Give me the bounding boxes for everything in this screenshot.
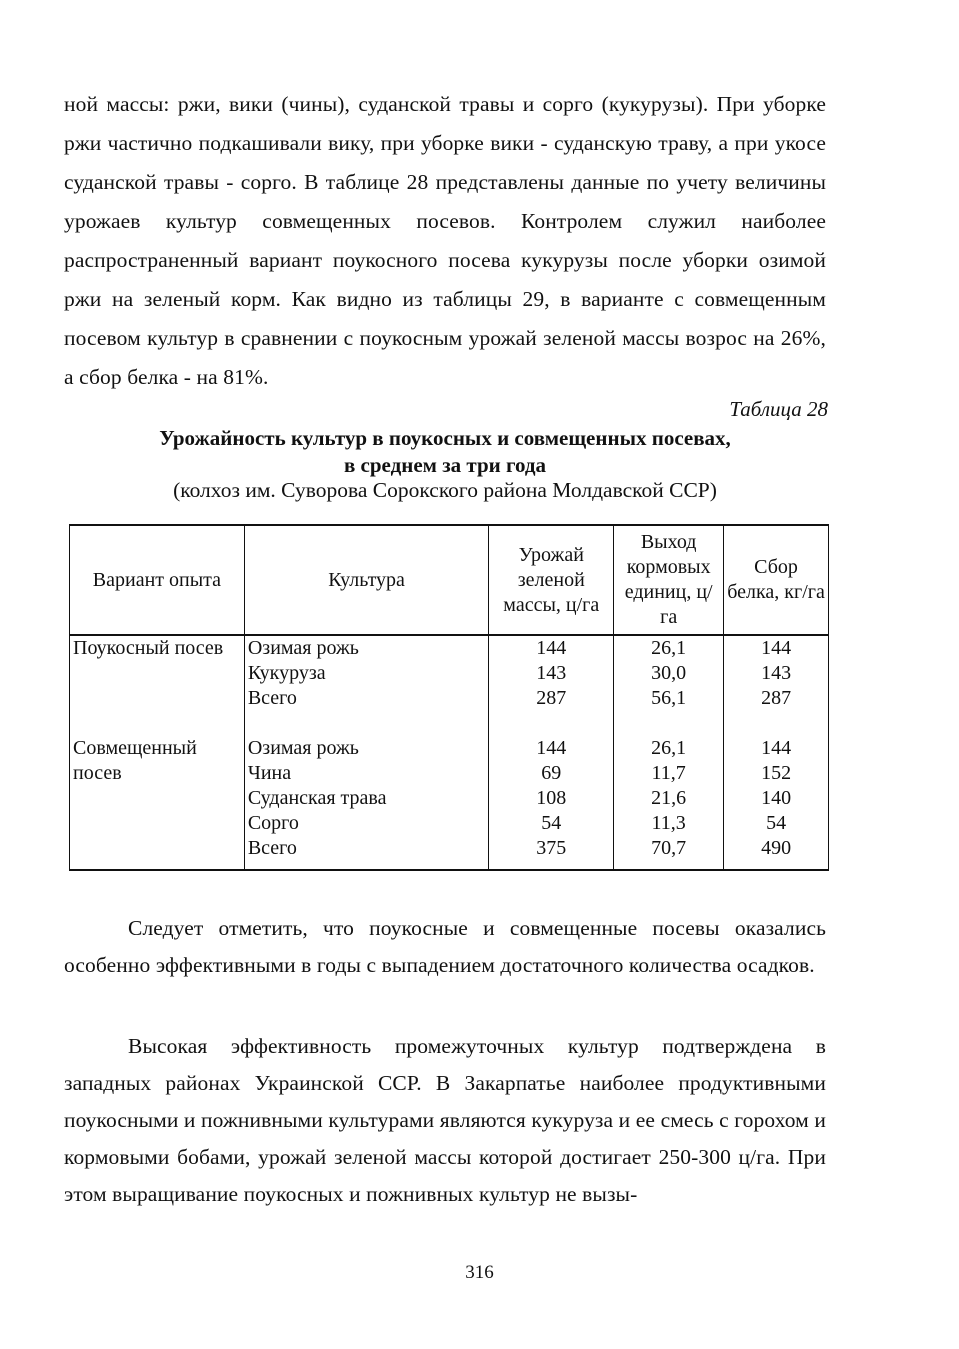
yield-value: 144 [536, 637, 567, 659]
yield-cell [489, 736, 614, 870]
protein-value: 490 [761, 837, 792, 859]
crop-name: Сорго [247, 812, 299, 834]
feed-units-value: 11,3 [651, 812, 686, 834]
table-spacer-row [70, 711, 829, 736]
yield-value: 287 [536, 687, 567, 709]
crop-name: Суданская трава [247, 787, 387, 809]
table-header-row [70, 525, 829, 635]
crop-name: Всего [247, 687, 297, 709]
yield-value: 143 [536, 662, 567, 684]
crop-cell [244, 635, 489, 711]
yield-value: 144 [536, 737, 567, 759]
page-number: 316 [465, 1262, 494, 1283]
protein-cell [724, 635, 829, 711]
yield-cell [489, 635, 614, 711]
protein-value: 287 [761, 687, 792, 709]
crop-name: Озимая рожь [247, 737, 359, 759]
paragraph-top: ной массы: ржи, вики (чины), суданской травы и сорго (кукурузы). При уборке ржи частично подкашивали вику, при уборке вики - суданскую траву, а при укосе суданской травы - сорго. В таблице 28 представлены данные по учету величины урожаев культур совмещенных посевов. Контролем служил наиболее распространенный вариант поукосного посева кукурузы после уборки озимой ржи на зеленый корм. Как видно из таблицы 29, в варианте с совмещенным посевом культур в сравнении с поукосным урожай зеленой массы возрос на 26%, а сбор белка - на 81%. [64, 92, 826, 389]
protein-value: 152 [761, 762, 792, 784]
header-feed-units: Выход кормовых единиц, ц/га [614, 525, 724, 635]
table-group-row [70, 635, 829, 711]
table-label: Таблица 28 [729, 397, 828, 421]
feed-units-value: 56,1 [651, 687, 687, 709]
protein-cell [724, 736, 829, 870]
feed-units-value: 70,7 [651, 837, 687, 859]
header-protein: Сбор белка, кг/га [724, 525, 829, 635]
protein-value: 54 [766, 812, 787, 834]
crop-name: Озимая рожь [247, 637, 359, 659]
protein-value: 144 [761, 637, 792, 659]
paragraph-middle: Следует отметить, что поукосные и совмещенные посевы оказались особенно эффективными в годы с выпадением достаточного количества осадков. [64, 916, 826, 977]
crop-name: Кукуруза [247, 662, 326, 684]
feed-units-cell [614, 736, 724, 870]
feed-units-value: 21,6 [651, 787, 687, 809]
protein-value: 143 [761, 662, 792, 684]
crop-name: Чина [247, 762, 292, 784]
protein-value: 144 [761, 737, 792, 759]
table-subtitle: (колхоз им. Суворова Сорокского района Молдавской ССР) [173, 478, 717, 502]
feed-units-value: 26,1 [651, 737, 687, 759]
header-variant: Вариант опыта [70, 525, 245, 635]
variant-cell: Совмещенный посев [70, 736, 245, 870]
header-crop: Культура [244, 525, 489, 635]
feed-units-value: 26,1 [651, 637, 687, 659]
variant-cell: Поукосный посев [70, 635, 245, 711]
yield-value: 108 [536, 787, 567, 809]
crop-name: Всего [247, 837, 297, 859]
yield-value: 375 [536, 837, 567, 859]
table-title: Урожайность культур в поукосных и совмещенных посевах, [159, 426, 731, 450]
feed-units-value: 11,7 [651, 762, 686, 784]
paragraph-bottom: Высокая эффективность промежуточных культур подтверждена в западных районах Украинской ССР. В Закарпатье наиболее продуктивными поукосными и пожнивными культурами являются кукуруза и ее смесь с горохом и кормовыми бобами, урожай зеленой массы которой достигает 250-300 ц/га. При этом выращивание поукосных и пожнивных культур не вызы- [64, 1034, 826, 1206]
header-yield: Урожай зеленой массы, ц/га [489, 525, 614, 635]
crop-cell [244, 736, 489, 870]
feed-units-cell [614, 635, 724, 711]
feed-units-value: 30,0 [651, 662, 687, 684]
table-group-row [70, 736, 829, 870]
yield-value: 69 [541, 762, 562, 784]
table-title-line2: в среднем за три года [343, 453, 547, 477]
yield-table [69, 524, 829, 871]
protein-value: 140 [761, 787, 792, 809]
yield-value: 54 [541, 812, 562, 834]
